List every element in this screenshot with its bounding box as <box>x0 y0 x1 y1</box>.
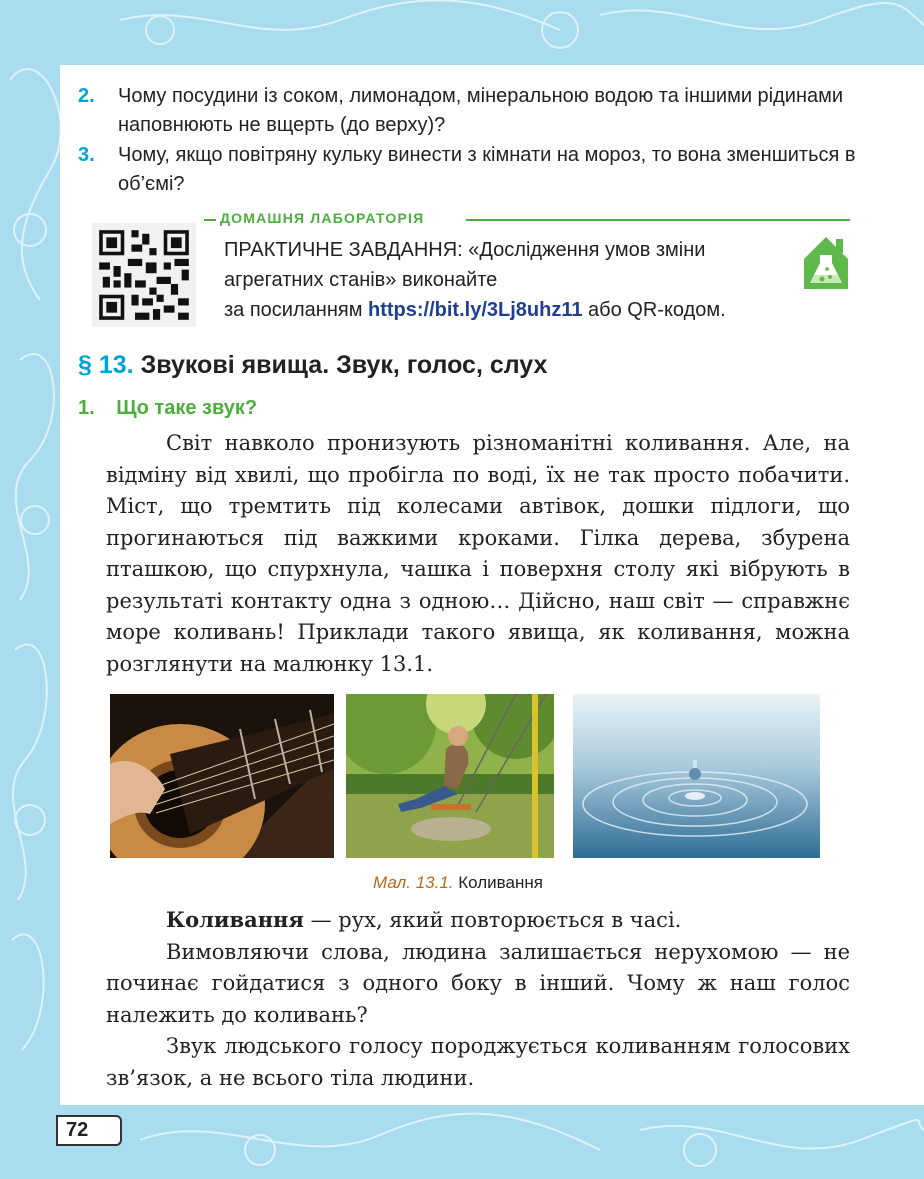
home-lab-header <box>210 209 850 227</box>
home-lab-title: ДОМАШНЯ ЛАБОРАТОРІЯ <box>220 210 425 226</box>
page-content <box>60 65 924 1105</box>
paragraph-definition <box>106 904 850 1094</box>
figure-caption-text: Коливання <box>458 873 543 892</box>
subsection-number: 1. <box>78 397 95 419</box>
page-number: 72 <box>56 1115 122 1146</box>
paragraph-2: Вимовляючи слова, людина залишається нерухомою — не починає гойдатися з одного боку в інший. Чому ж наш голос належить до коливань? <box>106 939 850 1027</box>
lab-line: за посиланням https://bit.ly/3Lj8uhz11 або QR-кодом. <box>224 299 726 321</box>
figure-label: Мал. 13.1. <box>373 873 454 892</box>
question-text: Чому посудини із соком, лимонадом, мінеральною водою та іншими рідинами наповнюють не вщерть (до верху)? <box>118 85 844 136</box>
paragraph-3: Звук людського голосу породжується коливанням голосових зв’язок, а не всього тіла людини. <box>106 1034 850 1090</box>
flask-house-icon <box>800 233 852 291</box>
section-title <box>78 351 547 380</box>
swing-photo <box>346 694 554 858</box>
paragraph-1: Світ навколо пронизують різноманітні коливання. Але, на відміну від хвилі, що пробігла по воді, їх не так просто побачити. Міст, що тремтить під колесами автівок, дошки підлоги, що прогинаються під важкими кроками. Гілка дерева, збурена пташкою, що спурхнула, чашка і поверхня столу які вібрують в результаті контакту одна з одною… Дійсно, наш світ — справжнє море коливань! Приклади такого явища, як коливання, можна розглянути на малюнку 13.1. <box>106 431 850 676</box>
question-2 <box>78 82 858 140</box>
lab-line: агрегатних станів» виконайте <box>224 269 498 291</box>
definition-text: — рух, який повторюється в часі. <box>303 908 682 932</box>
divider <box>204 219 216 221</box>
guitar-photo <box>110 694 334 858</box>
section-title-text: Звукові явища. Звук, голос, слух <box>140 351 548 379</box>
question-number: 2. <box>78 85 95 107</box>
figure-caption <box>60 873 856 893</box>
subsection-title-text: Що таке звук? <box>116 397 258 419</box>
question-3 <box>78 141 858 199</box>
section-number: § 13. <box>78 351 134 379</box>
home-lab-text <box>224 235 804 325</box>
divider <box>466 219 850 221</box>
lab-link[interactable]: https://bit.ly/3Lj8uhz11 <box>368 299 583 321</box>
question-number: 3. <box>78 144 95 166</box>
subsection-title <box>78 397 257 420</box>
question-text: Чому, якщо повітряну кульку винести з кімнати на мороз, то вона зменшиться в об’ємі? <box>118 144 856 195</box>
qr-code[interactable] <box>92 223 196 327</box>
lab-line: ПРАКТИЧНЕ ЗАВДАННЯ: «Дослідження умов зміни <box>224 239 706 261</box>
water-drop-photo <box>573 694 820 858</box>
definition-term: Коливання <box>166 907 304 932</box>
